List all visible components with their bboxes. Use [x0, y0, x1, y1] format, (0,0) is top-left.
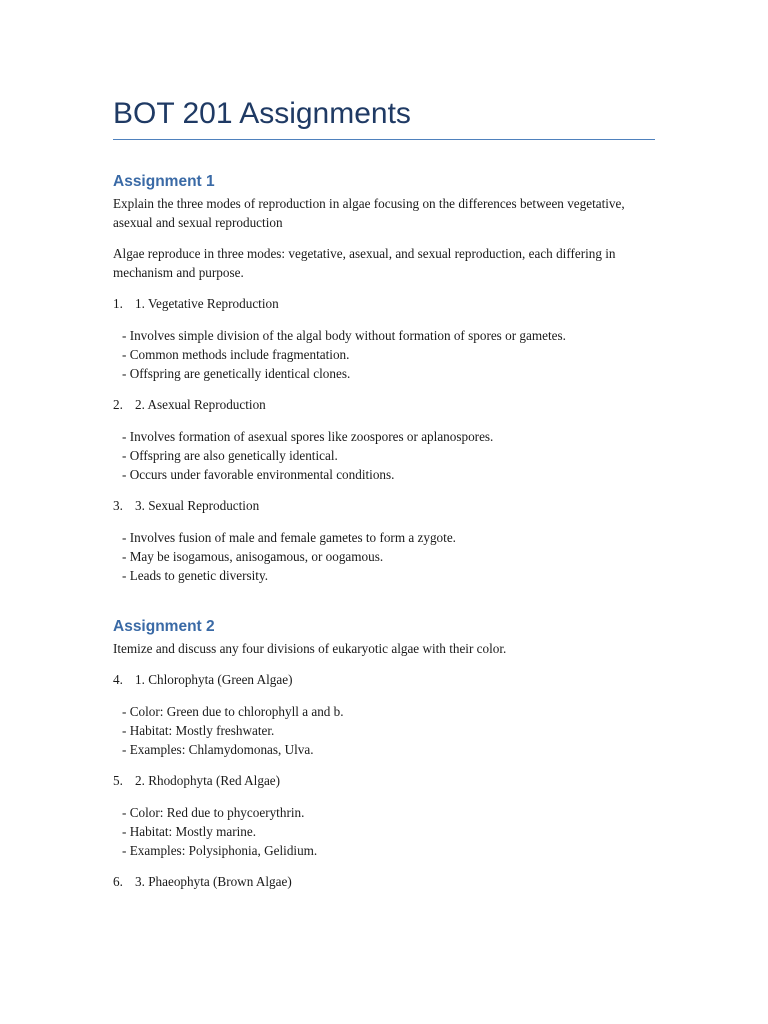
- bullet-group-asexual: [113, 427, 655, 484]
- list-item-label: 2. Rhodophyta (Red Algae): [135, 773, 281, 788]
- list-item-label: 3. Sexual Reproduction: [135, 498, 260, 513]
- assignment-1-question: Explain the three modes of reproduction in algae focusing on the differences between vegetative, asexual and sexual reproduction: [113, 196, 625, 230]
- list-item-rhodophyta: [113, 771, 655, 790]
- list-item-label: 1. Vegetative Reproduction: [135, 296, 279, 311]
- bullet-group-rhodophyta: [113, 803, 655, 860]
- list-number: 3.: [113, 498, 123, 513]
- bullet-line: - Offspring are also genetically identical.: [122, 448, 338, 463]
- bullet-line: - May be isogamous, anisogamous, or oogamous.: [122, 549, 384, 564]
- list-number: 4.: [113, 672, 123, 687]
- list-number: 5.: [113, 773, 123, 788]
- bullet-line: - Involves fusion of male and female gametes to form a zygote.: [122, 530, 456, 545]
- bullet-line: - Habitat: Mostly freshwater.: [122, 723, 275, 738]
- bullet-group-vegetative: [113, 326, 655, 383]
- assignment-1-heading: Assignment 1: [113, 173, 215, 190]
- list-item-label: 2. Asexual Reproduction: [135, 397, 266, 412]
- bullet-line: - Leads to genetic diversity.: [122, 568, 268, 583]
- document-title: BOT 201 Assignments: [113, 97, 411, 130]
- assignment-2-question: Itemize and discuss any four divisions of eukaryotic algae with their color.: [113, 641, 507, 656]
- assignment-1-intro: Algae reproduce in three modes: vegetative, asexual, and sexual reproduction, each differing in mechanism and purpose.: [113, 246, 616, 280]
- list-item-chlorophyta: [113, 670, 655, 689]
- title-underline: [113, 139, 655, 140]
- bullet-line: - Examples: Polysiphonia, Gelidium.: [122, 843, 318, 858]
- bullet-line: - Habitat: Mostly marine.: [122, 824, 257, 839]
- bullet-line: - Color: Red due to phycoerythrin.: [122, 805, 305, 820]
- bullet-line: - Color: Green due to chlorophyll a and b.: [122, 704, 344, 719]
- bullet-line: - Involves formation of asexual spores like zoospores or aplanospores.: [122, 429, 494, 444]
- list-item-phaeophyta: [113, 872, 655, 891]
- list-item-label: 1. Chlorophyta (Green Algae): [135, 672, 293, 687]
- bullet-line: - Involves simple division of the algal body without formation of spores or gametes.: [122, 328, 566, 343]
- bullet-group-chlorophyta: [113, 702, 655, 759]
- bullet-line: - Common methods include fragmentation.: [122, 347, 350, 362]
- assignment-2-heading: Assignment 2: [113, 618, 215, 635]
- list-item-label: 3. Phaeophyta (Brown Algae): [135, 874, 292, 889]
- list-number: 1.: [113, 296, 123, 311]
- list-number: 6.: [113, 874, 123, 889]
- bullet-line: - Occurs under favorable environmental conditions.: [122, 467, 395, 482]
- bullet-line: - Offspring are genetically identical clones.: [122, 366, 351, 381]
- bullet-line: - Examples: Chlamydomonas, Ulva.: [122, 742, 314, 757]
- list-number: 2.: [113, 397, 123, 412]
- list-item-vegetative: [113, 294, 655, 313]
- bullet-group-sexual: [113, 528, 655, 585]
- list-item-asexual: [113, 395, 655, 414]
- list-item-sexual: [113, 496, 655, 515]
